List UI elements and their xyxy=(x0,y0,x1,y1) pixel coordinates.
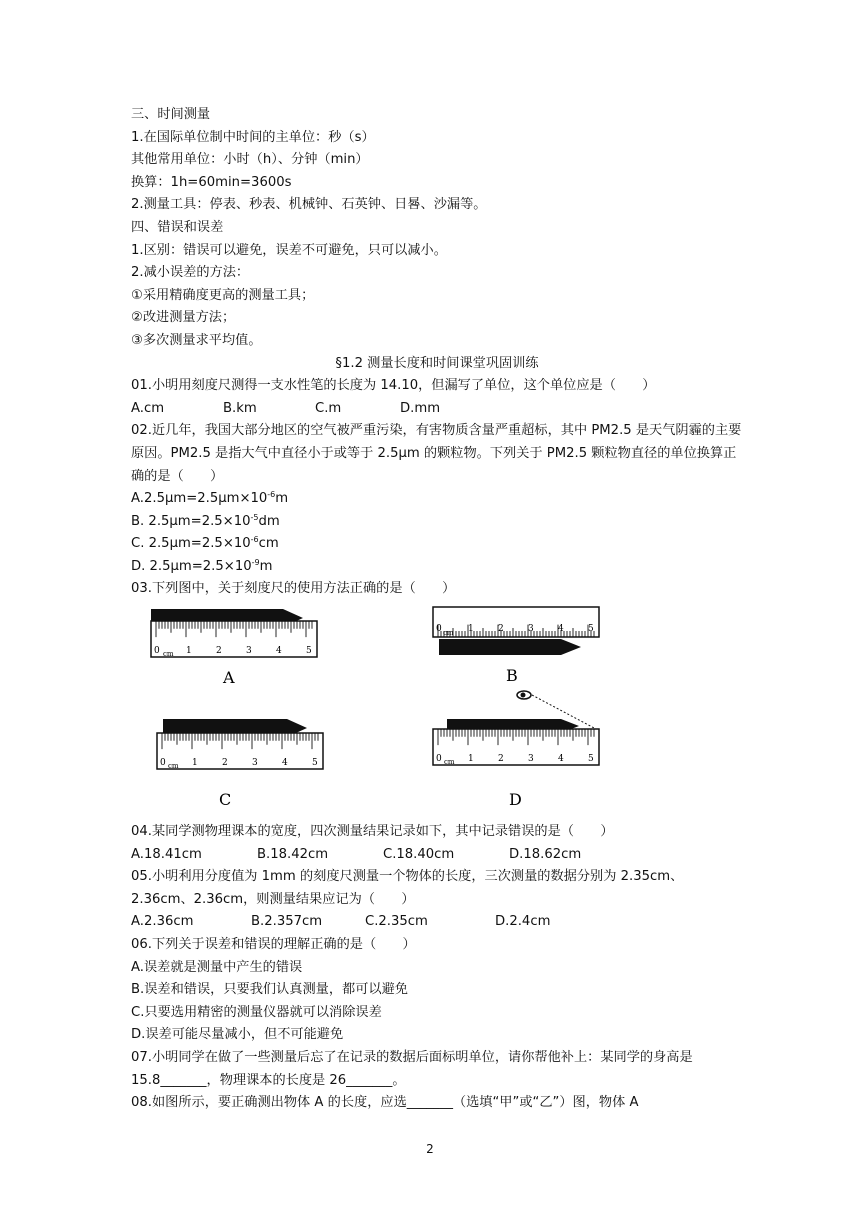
question-options xyxy=(131,844,743,867)
question-stem: 06.下列关于误差和错误的理解正确的是（ ） xyxy=(131,937,416,953)
unit-text: m xyxy=(259,558,273,574)
question-stem: 03.下列图中，关于刻度尺的使用方法正确的是（ ） xyxy=(131,581,456,597)
panel-label-c: C xyxy=(219,790,232,810)
option-c: C.m xyxy=(315,400,342,416)
page-content xyxy=(131,104,743,1115)
tick-label: 3 xyxy=(528,624,534,635)
tick-label: 2 xyxy=(498,624,504,635)
option-a: A.18.41cm xyxy=(131,846,202,862)
unit-label: cm xyxy=(443,629,454,638)
tick-label: 4 xyxy=(558,624,564,635)
tick-label: 1 xyxy=(468,624,474,635)
panel-label-d: D xyxy=(509,790,522,810)
tick-label: 1 xyxy=(468,754,474,765)
text-line: 2.测量工具：停表、秒表、机械钟、石英钟、日晷、沙漏等。 xyxy=(131,197,487,213)
ruler-diagrams xyxy=(131,601,743,821)
question-stem: 05.小明利用分度值为 1mm 的刻度尺测量一个物体的长度，三次测量的数据分别为 2.35cm、2.36cm、2.36cm，则测量结果应记为（ ） xyxy=(131,869,684,907)
option-text: C. 2.5μm=2.5×10 xyxy=(131,536,251,552)
option-a: A.2.36cm xyxy=(131,914,194,930)
tick-label: 4 xyxy=(276,646,282,657)
unit-label: cm xyxy=(163,650,174,659)
tick-label: 5 xyxy=(312,758,318,769)
tick-label: 4 xyxy=(282,758,288,769)
option-a: A.误差就是测量中产生的错误 xyxy=(131,959,303,975)
option-text: B. 2.5μm=2.5×10 xyxy=(131,513,251,529)
text-line: ①采用精确度更高的测量工具； xyxy=(131,287,315,303)
option-b: B.18.42cm xyxy=(257,846,329,862)
text-line: 换算：1h=60min=3600s xyxy=(131,174,292,190)
tick-label: 0 xyxy=(160,758,166,769)
option-a xyxy=(131,488,743,511)
pencil-b xyxy=(439,639,581,655)
page-number: 2 xyxy=(426,1142,434,1156)
option-b xyxy=(131,511,743,534)
option-c: C.2.35cm xyxy=(365,914,428,930)
option-d: D.误差可能尽量减小，但不可能避免 xyxy=(131,1027,344,1043)
panel-label-b: B xyxy=(506,666,518,686)
option-b: B.误差和错误，只要我们认真测量，都可以避免 xyxy=(131,982,408,998)
option-c xyxy=(131,533,743,556)
option-c: C.18.40cm xyxy=(383,846,455,862)
text-line: ②改进测量方法； xyxy=(131,310,236,326)
tick-label: 0 xyxy=(436,624,442,635)
text-line: 1.区别：错误可以避免，误差不可避免，只可以减小。 xyxy=(131,242,447,258)
option-text: D. 2.5μm=2.5×10 xyxy=(131,558,252,574)
tick-label: 5 xyxy=(306,646,312,657)
tick-label: 4 xyxy=(558,754,564,765)
text-line: 其他常用单位：小时（h）、分钟（min） xyxy=(131,152,369,168)
option-d: D.mm xyxy=(400,400,441,416)
panel-a xyxy=(151,609,317,687)
question-options xyxy=(131,398,743,421)
tick-label: 0 xyxy=(154,646,160,657)
unit-label: cm xyxy=(444,758,455,767)
tick-label: 2 xyxy=(498,754,504,765)
question-stem: 01.小明用刻度尺测得一支水性笔的长度为 14.10，但漏写了单位，这个单位应是（ ） xyxy=(131,378,656,394)
option-d: D.2.4cm xyxy=(495,914,551,930)
exercise-title: §1.2 测量长度和时间课堂巩固训练 xyxy=(335,355,539,371)
question-stem: 02.近几年，我国大部分地区的空气被严重污染，有害物质含量严重超标，其中 PM2.5 是天气阴霾的主要原因。PM2.5 是指大气中直径小于或等于 2.5μm 的颗粒物。下列关于 PM2.5 颗粒物直径的单位换算正确的是（ ） xyxy=(131,423,742,484)
option-text: A.2.5μm=2.5μm×10 xyxy=(131,491,268,507)
exponent: -6 xyxy=(267,490,276,500)
tick-label: 5 xyxy=(588,754,594,765)
tick-label: 1 xyxy=(192,758,198,769)
text-line: 2.减小误差的方法： xyxy=(131,265,250,281)
option-c: C.只要选用精密的测量仪器就可以消除误差 xyxy=(131,1004,382,1020)
question-stem: 08.如图所示，要正确测出物体 A 的长度，应选_______（选填“甲”或“乙”）图，物体 A xyxy=(131,1095,639,1111)
exponent: -5 xyxy=(250,512,259,522)
text-line: 1.在国际单位制中时间的主单位：秒（s） xyxy=(131,129,375,145)
panel-label-a: A xyxy=(223,668,235,688)
tick-label: 1 xyxy=(186,646,192,657)
ruler-figure xyxy=(131,601,743,821)
section-heading: 三、时间测量 xyxy=(131,107,211,122)
tick-label: 0 xyxy=(436,754,442,765)
tick-label: 2 xyxy=(222,758,228,769)
exponent: -6 xyxy=(250,535,259,545)
panel-d xyxy=(433,691,599,809)
unit-text: cm xyxy=(258,536,279,552)
unit-label: cm xyxy=(168,762,179,771)
tick-label: 3 xyxy=(252,758,258,769)
option-a: A.cm xyxy=(131,400,165,416)
question-stem: 04.某同学测物理课本的宽度，四次测量结果记录如下，其中记录错误的是（ ） xyxy=(131,824,614,840)
option-b: B.km xyxy=(223,400,257,416)
tick-label: 2 xyxy=(216,646,222,657)
unit-text: dm xyxy=(258,513,280,529)
panel-b xyxy=(433,607,599,685)
unit-text: m xyxy=(275,491,289,507)
question-stem: 07.小明同学在做了一些测量后忘了在记录的数据后面标明单位，请你帮他补上：某同学的身高是 15.8_______，物理课本的长度是 26_______。 xyxy=(131,1050,693,1088)
tick-label: 5 xyxy=(588,624,594,635)
tick-label: 3 xyxy=(528,754,534,765)
option-b: B.2.357cm xyxy=(251,914,323,930)
option-d: D.18.62cm xyxy=(509,846,582,862)
tick-label: 3 xyxy=(246,646,252,657)
section-heading: 四、错误和误差 xyxy=(131,219,224,235)
question-options xyxy=(131,911,743,934)
option-d xyxy=(131,556,743,579)
panel-c xyxy=(157,719,323,809)
exponent: -9 xyxy=(251,557,260,567)
text-line: ③多次测量求平均值。 xyxy=(131,332,262,348)
